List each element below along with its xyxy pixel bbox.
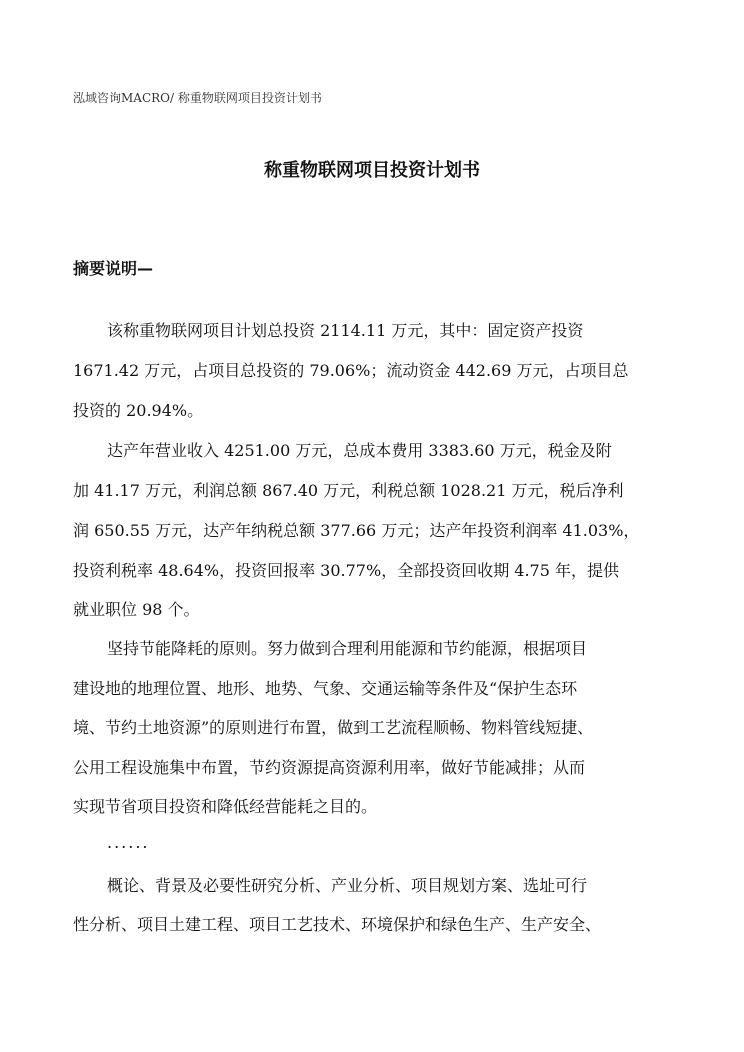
paragraph-line: 坚持节能降耗的原则。努力做到合理利用能源和节约能源，根据项目 bbox=[107, 639, 588, 658]
paragraph-line: 1671.42 万元，占项目总投资的 79.06%；流动资金 442.69 万元，占项目总 bbox=[73, 361, 629, 380]
document-title: 称重物联网项目投资计划书 bbox=[264, 160, 480, 181]
paragraph-line: 投资的 20.94%。 bbox=[73, 401, 204, 420]
section-heading: 摘要说明— bbox=[73, 259, 154, 278]
paragraph-line: 该称重物联网项目计划总投资 2114.11 万元，其中：固定资产投资 bbox=[107, 321, 584, 340]
paragraph-line: 加 41.17 万元，利润总额 867.40 万元，利税总额 1028.21 万元，税后净利 bbox=[73, 481, 624, 500]
paragraph-line: 达产年营业收入 4251.00 万元，总成本费用 3383.60 万元，税金及附 bbox=[107, 441, 612, 460]
paragraph-line: 境、节约土地资源”的原则进行布置，做到工艺流程顺畅、物料管线短捷、 bbox=[73, 718, 594, 737]
paragraph-line: 公用工程设施集中布置，节约资源提高资源利用率，做好节能减排；从而 bbox=[73, 758, 586, 777]
paragraph-line: 就业职位 98 个。 bbox=[73, 600, 200, 619]
paragraph-line: 概论、背景及必要性研究分析、产业分析、项目规划方案、选址可行 bbox=[107, 876, 588, 895]
ellipsis: ...... bbox=[107, 833, 150, 852]
paragraph-line: 建设地的地理位置、地形、地势、气象、交通运输等条件及“保护生态环 bbox=[73, 679, 578, 698]
paragraph-line: 投资利税率 48.64%，投资回报率 30.77%，全部投资回收期 4.75 年，提供 bbox=[73, 561, 619, 580]
paragraph-line: 润 650.55 万元，达产年纳税总额 377.66 万元；达产年投资利润率 41.03%， bbox=[73, 521, 640, 540]
page-header: 泓域咨询MACRO/ 称重物联网项目投资计划书 bbox=[73, 91, 322, 105]
paragraph-line: 实现节省项目投资和降低经营能耗之目的。 bbox=[73, 797, 378, 816]
paragraph-line: 性分析、项目土建工程、项目工艺技术、环境保护和绿色生产、生产安全、 bbox=[73, 915, 602, 934]
